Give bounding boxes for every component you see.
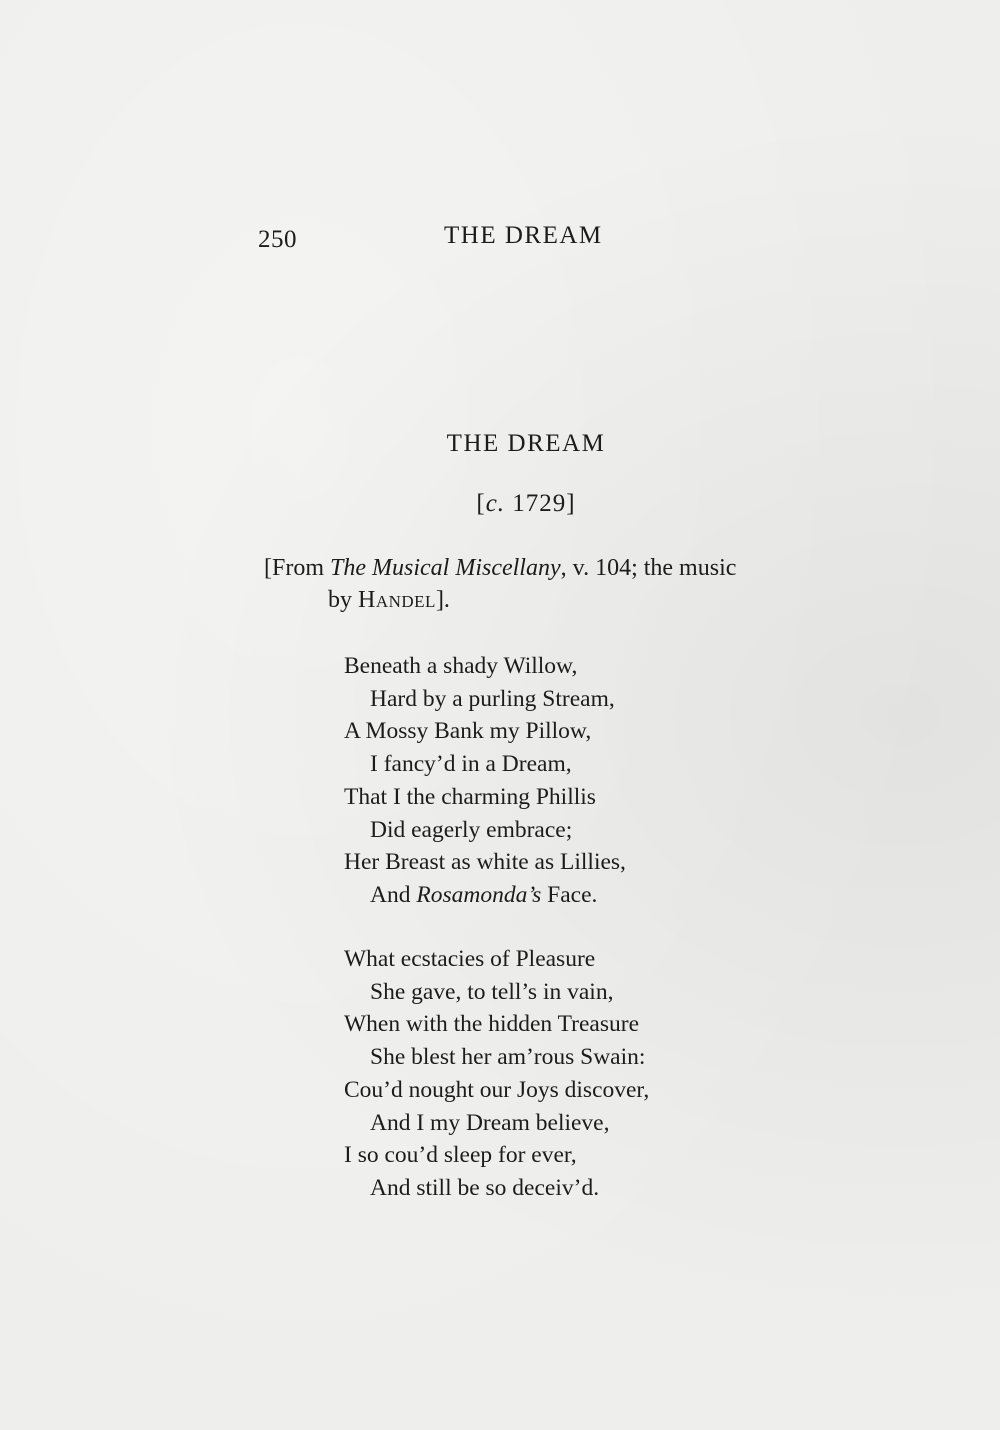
verse-line: Cou’d nought our Joys discover,	[344, 1076, 650, 1103]
poem-title: THE DREAM	[446, 430, 606, 457]
source-note	[264, 552, 804, 616]
running-title: THE DREAM	[444, 222, 603, 249]
verse-text: And	[370, 881, 417, 908]
source-middle: , v. 104; the music	[560, 555, 737, 581]
source-composer: Handel	[358, 587, 436, 613]
running-head	[258, 222, 718, 256]
verse-line: What ecstacies of Pleasure	[344, 946, 596, 972]
verse-line: Beneath a shady Willow,	[344, 653, 578, 679]
verse-line: I fancy’d in a Dream,	[370, 751, 572, 778]
source-work-title: The Musical Miscellany	[330, 555, 561, 581]
page-number: 250	[258, 226, 297, 253]
poem-date	[0, 490, 1000, 518]
verse-line: Hard by a purling Stream,	[370, 685, 615, 712]
verse-line: And I my Dream believe,	[370, 1109, 610, 1136]
verse-line: Did eagerly embrace;	[370, 816, 573, 843]
source-line-2	[264, 584, 804, 616]
verse-line: She blest her am’rous Swain:	[370, 1044, 646, 1071]
verse-line: She gave, to tell’s in vain,	[370, 978, 614, 1005]
source-prefix: [From	[264, 555, 330, 581]
verse-line: A Mossy Bank my Pillow,	[344, 718, 592, 745]
source-suffix: ].	[435, 587, 450, 613]
verse-line: When with the hidden Treasure	[344, 1011, 640, 1038]
verse-line: That I the charming Phillis	[344, 783, 596, 810]
verse-italic-name: Rosamonda’s	[416, 881, 542, 908]
verse-text: Face.	[541, 881, 598, 908]
verse-line-last	[344, 879, 764, 912]
verse-line: I so cou’d sleep for ever,	[344, 1142, 577, 1169]
source-line2-prefix: by	[328, 587, 358, 613]
date-open-bracket: [	[476, 490, 486, 517]
stanza-2	[344, 943, 764, 1205]
date-circa: c.	[485, 490, 506, 517]
verse-line: And still be so deceiv’d.	[370, 1174, 600, 1201]
stanza-1	[344, 650, 764, 912]
date-year: 1729	[505, 490, 567, 517]
verse-line: Her Breast as white as Lillies,	[344, 849, 626, 876]
date-close-bracket: ]	[566, 490, 576, 517]
